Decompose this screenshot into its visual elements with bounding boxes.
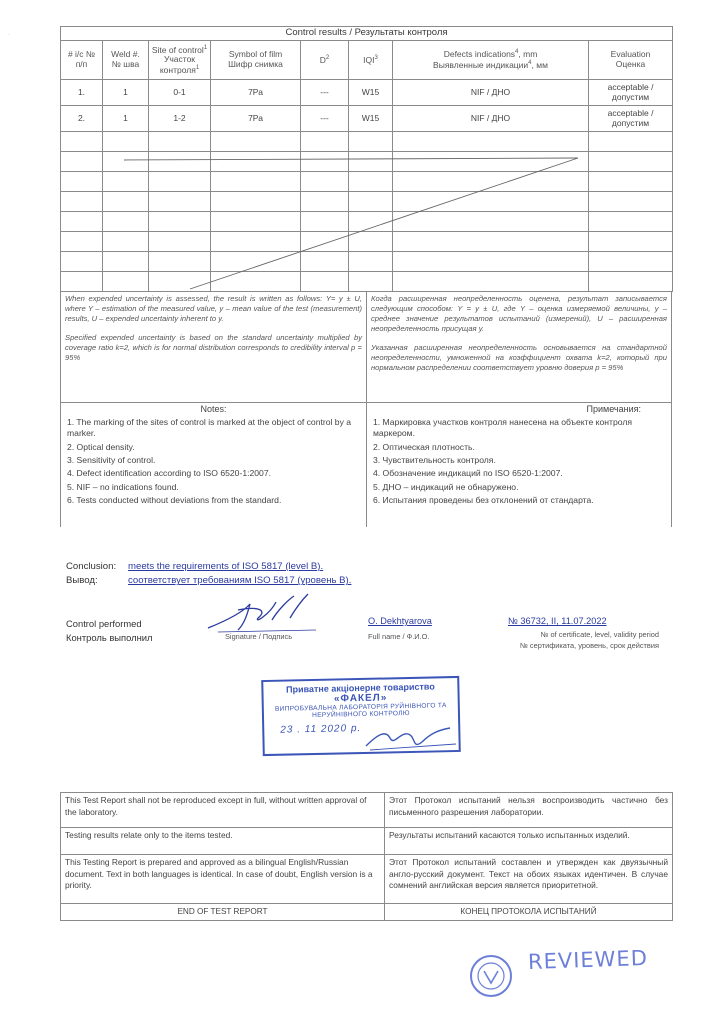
end-of-report-en: END OF TEST REPORT [61,904,385,921]
uncertainty-en-text-2: Specified expended uncertainty is based on the standard uncertainty multiplied by coverage ratio k=2, which is for normal distribution corresponds to credibility interval p = 95% [65,333,362,363]
header-defects: Defects indications$^4$, mm Выявленные индикации$^4$, мм [393,41,589,80]
list-item: 3. Sensitivity of control. [67,455,156,466]
empty-row [61,272,673,292]
list-item: 6. Испытания проведены без отклонений от стандарта. [373,495,594,506]
list-item: 2. Optical density. [67,441,135,452]
list-item: 4. Defect identification according to ISO 6520-1:2007. [67,468,271,479]
row-weld: 1 [103,80,149,106]
end-of-report-ru: КОНЕЦ ПРОТОКОЛА ИСПЫТАНИЙ [385,904,673,921]
results-title: Control results / Результаты контроля [61,27,673,41]
row-film: 7Ра [211,106,301,132]
list-item: 1. Маркировка участков контроля нанесена на объекте контроля маркером. [373,417,633,439]
conclusion-label-en: Conclusion: [66,561,117,572]
empty-row [61,252,673,272]
header-number: # i/c № п/п [61,41,103,80]
uncertainty-section [60,292,672,403]
performer-label-en: Control performed [66,618,142,629]
row-number: 1. [61,80,103,106]
table-row [61,793,673,828]
notes-ru [366,403,671,527]
reviewed-stamp: REVIEWED [527,945,649,975]
table-row [61,80,673,106]
empty-row [61,172,673,192]
table-row [61,828,673,855]
signature-caption: Signature / Подпись [225,632,293,641]
header-density: $D^2$ [301,41,349,80]
row-site: 0-1 [149,80,211,106]
table-row [61,855,673,904]
uncertainty-ru [366,292,671,402]
footer-en-2: Testing results relate only to the items tested. [61,828,385,855]
list-item: 2. Оптическая плотность. [373,441,475,452]
signature-image [198,590,318,638]
performer-name: O. Dekhtyarova [368,616,432,626]
row-evaluation: acceptable / допустим [589,106,673,132]
row-evaluation: acceptable / допустим [589,80,673,106]
row-defects: NIF / ДНО [393,106,589,132]
row-iqi: W15 [349,106,393,132]
row-film: 7Ра [211,80,301,106]
footer-ru-3: Этот Протокол испытаний составлен и утвержден как двуязычный англо-русский документ. Текст на обоих языках идентичен. В случае сомнений английская версия является приоритетной. [385,855,673,904]
uncertainty-ru-text-1: Когда расширенная неопределенность оценена, результат записывается следующим способом: Y = y ± U, где Y – оценка измеряемой величины, y – среднее значение результатов испытаний (измерений), U – расширенная неопределенность присущая y. [371,294,667,334]
empty-row [61,192,673,212]
notes-section [60,403,672,527]
header-film: Symbol of film Шифр снимка [211,41,301,80]
row-density: --- [301,80,349,106]
header-weld: Weld #. № шва [103,41,149,80]
footer-en-3: This Testing Report is prepared and approved as a bilingual English/Russian document. Text in both languages is identical. In case of doubt, English version is a priority. [61,855,385,904]
empty-row [61,232,673,252]
control-results-table [60,26,673,292]
list-item: 5. ДНО – индикаций не обнаружено. [373,481,519,492]
conclusion-value-en: meets the requirements of ISO 5817 (level B). [128,561,324,572]
conclusion-value-ru: соответствует требованиям ISO 5817 (уровень B). [128,575,352,587]
empty-row [61,132,673,152]
certificate-number: № 36732, II, 11.07.2022 [508,616,607,626]
reviewer-seal-icon [468,953,514,999]
table-row [61,106,673,132]
list-item: 1. The marking of the sites of control is marked at the object of control by a marker. [67,417,352,439]
uncertainty-en-text-1: When expended uncertainty is assessed, the result is written as follows: Y= y ± U, where Y – estimation of the measured value, y – mean value of the test (measurement) results, U – expended uncertainty inherent to y. [65,294,362,324]
table-row [61,904,673,921]
notes-title-en: Notes: [200,404,227,414]
name-caption: Full name / Ф.И.О. [368,632,430,641]
row-iqi: W15 [349,80,393,106]
list-item: 6. Tests conducted without deviations from the standard. [67,495,282,506]
page-edge-mark: · [8,32,10,38]
header-iqi: IQI$^3$ [349,41,393,80]
row-defects: NIF / ДНО [393,80,589,106]
row-number: 2. [61,106,103,132]
footer-ru-1: Этот Протокол испытаний нельзя воспроизводить частично без письменного разрешения лаборатории. [385,793,673,828]
uncertainty-ru-text-2: Указанная расширенная неопределенность основывается на стандартной неопределенности, умноженной на коэффициент охвата k=2, который при нормальном распределении соответствует уровню доверия p = 95% [371,343,667,373]
stamp-signature [360,724,460,756]
performer-label-ru: Контроль выполнил [66,632,153,644]
uncertainty-en [61,292,366,402]
conclusion-label-ru: Вывод: [66,575,98,587]
footer-ru-2: Результаты испытаний касаются только испытанных изделий. [385,828,673,855]
list-item: 3. Чувствительность контроля. [373,455,496,466]
row-weld: 1 [103,106,149,132]
header-site: Site of control$^1$ Участок контроля$^1$ [149,41,211,80]
list-item: 5. NIF – no indications found. [67,481,179,492]
results-header-row [61,41,673,80]
performer-label [66,617,153,645]
footer-en-1: This Test Report shall not be reproduced except in full, without written approval of the laboratory. [61,793,385,828]
conclusion [66,560,351,589]
footer-table [60,792,673,921]
certificate-caption: № of certificate, level, validity period № сертификата, уровень, срок действия [519,630,659,650]
laboratory-stamp: Приватне акціонерне товариство «ФАКЕЛ» ВИПРОБУВАЛЬНА ЛАБОРАТОРІЯ РУЙНІВНОГО ТА НЕРУЙНІВНОГО КОНТРОЛЮ 23 . 11 2020 р. [261,676,461,756]
report-page [60,26,672,527]
row-density: --- [301,106,349,132]
notes-en [61,403,366,527]
header-evaluation: Evaluation Оценка [589,41,673,80]
list-item: 4. Обозначение индикаций по ISO 6520-1:2007. [373,468,563,479]
row-site: 1-2 [149,106,211,132]
empty-row [61,152,673,172]
empty-row [61,212,673,232]
notes-title-ru: Примечания: [586,404,641,414]
